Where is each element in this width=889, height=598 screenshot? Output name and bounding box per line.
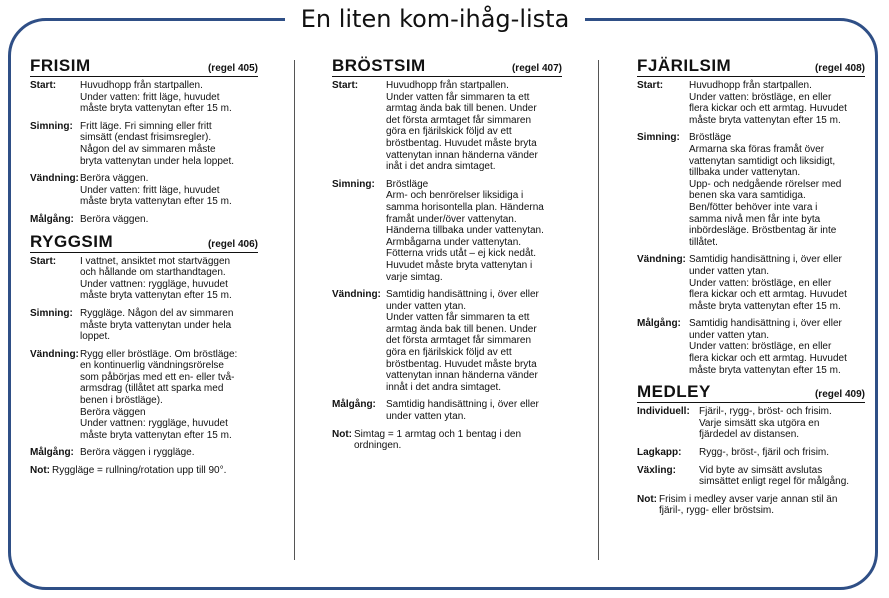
rule-row bbox=[30, 256, 258, 302]
note bbox=[332, 429, 562, 452]
rule-text: Beröra väggen. bbox=[80, 213, 149, 225]
section-fjarilsim bbox=[637, 57, 865, 376]
section-medley bbox=[637, 383, 865, 517]
rule-row bbox=[637, 132, 865, 248]
rule-text: Huvudhopp från startpallen. Under vatten får simmaren ta ett armtag ända bak till benen. Under det första armtaget får simmaren göra en fjärilskick följd av ett bröstbentag. Huvudet måste bryta vattenytan innan händerna vänder inåt i det andra simtaget. bbox=[386, 80, 538, 173]
rule-key: Vändning: bbox=[30, 173, 79, 185]
rule-text: Fjäril-, rygg-, bröst- och frisim. Varje simsätt ska utgöra en fjärdedel av distansen. bbox=[699, 406, 832, 441]
rule-key: Lagkapp: bbox=[637, 447, 682, 459]
rule-row bbox=[30, 214, 258, 226]
rule-key: Vändning: bbox=[30, 348, 79, 360]
section-title: FRISIM bbox=[30, 56, 91, 75]
column-2 bbox=[332, 57, 562, 459]
rule-key: Vändning: bbox=[637, 254, 686, 266]
rule-key: Simning: bbox=[637, 132, 680, 144]
page-title: En liten kom-ihåg-lista bbox=[285, 2, 585, 36]
rule-text: Rygg-, bröst-, fjäril och frisim. bbox=[699, 447, 830, 459]
section-header bbox=[637, 57, 865, 77]
rule-row bbox=[637, 318, 865, 376]
note-key: Not: bbox=[30, 465, 50, 477]
column-1 bbox=[30, 57, 258, 484]
rule-reference: (regel 408) bbox=[814, 63, 865, 74]
rule-row bbox=[637, 465, 865, 488]
column-divider-2 bbox=[598, 60, 599, 560]
rule-key: Simning: bbox=[30, 120, 73, 132]
rule-key: Start: bbox=[30, 80, 57, 91]
note bbox=[30, 465, 258, 477]
section-header bbox=[332, 57, 562, 77]
section-header bbox=[637, 383, 865, 403]
rule-text: Ryggläge. Någon del av simmaren måste bryta vattenytan under hela loppet. bbox=[80, 307, 234, 343]
section-title: BRÖSTSIM bbox=[332, 56, 426, 75]
rule-key: Simning: bbox=[30, 307, 73, 319]
rule-text: Samtidig handisättning i, över eller under vatten ytan. bbox=[386, 399, 539, 423]
rule-row bbox=[30, 121, 258, 167]
rule-text: Samtidig handisättning i, över eller under vatten ytan. Under vatten: bröstläge, en eller flera kickar och ett armtag. Huvudet måste bryta vattenytan efter 15 m. bbox=[689, 318, 847, 376]
rule-row bbox=[332, 179, 562, 283]
note-key: Not: bbox=[637, 493, 657, 505]
rule-row bbox=[30, 447, 258, 459]
column-3 bbox=[637, 57, 865, 524]
rule-row bbox=[30, 308, 258, 343]
rule-text: Bröstläge Arm- och benrörelser liksidiga i samma horisontella plan. Händerna framåt under/över vattenytan. Händerna tillbaka under vattenytan. Armbågarna under vattenytan. Fötterna vrids utåt – ej kick nedåt. Huvudet måste bryta vattenytan i varje simtag. bbox=[386, 178, 544, 283]
note-text: Frisim i medley avser varje annan stil än fjäril-, rygg- eller bröstsim. bbox=[659, 493, 838, 517]
rule-reference: (regel 407) bbox=[511, 63, 562, 74]
rule-reference: (regel 406) bbox=[207, 238, 258, 250]
note-text: Simtag = 1 armtag och 1 bentag i den ordningen. bbox=[354, 428, 522, 452]
rule-text: Huvudhopp från startpallen. Under vatten: fritt läge, huvudet måste bryta vattenytan efter 15 m. bbox=[80, 80, 232, 115]
rule-text: Beröra väggen i ryggläge. bbox=[80, 447, 195, 459]
rule-key: Vändning: bbox=[332, 289, 381, 301]
rule-row bbox=[332, 289, 562, 393]
note bbox=[637, 494, 865, 517]
rule-row bbox=[637, 447, 865, 459]
section-brostsim bbox=[332, 57, 562, 452]
rule-key: Målgång: bbox=[30, 213, 74, 225]
section-frisim bbox=[30, 57, 258, 226]
rule-text: Rygg eller bröstläge. Om bröstläge: en kontinuerlig vändningsrörelse som påbörjas med ett en- eller två- armsdrag (tillåtet att sparka med benen i bröstläge). Beröra väggen Under vattnen: ryggläge, huvudet måste bryta vattenytan efter 15 m. bbox=[80, 348, 238, 441]
rule-key: Start: bbox=[637, 80, 664, 91]
rule-row bbox=[30, 80, 258, 115]
note-key: Not: bbox=[332, 428, 352, 440]
rule-text: Samtidig handisättning i, över eller under vatten ytan. Under vatten: bröstläge, en eller flera kickar och ett armtag. Huvudet måste bryta vattenytan efter 15 m. bbox=[689, 254, 847, 312]
section-header bbox=[30, 233, 258, 253]
note-text: Ryggläge = rullning/rotation upp till 90°. bbox=[52, 465, 227, 477]
rule-row bbox=[30, 173, 258, 208]
rule-text: Samtidig handisättning i, över eller under vatten ytan. Under vatten får simmaren ta ett armtag ända bak till benen. Under det första armtaget får simmaren göra en fjärilskick följd av ett bröstbentag. Huvudet måste bryta vattenytan innan händerna vänder innåt i det andra simtaget. bbox=[386, 289, 539, 393]
rule-reference: (regel 409) bbox=[814, 389, 865, 401]
section-ryggsim bbox=[30, 233, 258, 477]
rule-reference: (regel 405) bbox=[207, 63, 258, 74]
rule-row bbox=[637, 80, 865, 126]
rule-text: Fritt läge. Fri simning eller fritt simsätt (endast frisimsregler). Någon del av simmaren måste bryta vattenytan under hela loppet. bbox=[80, 120, 234, 167]
rule-row bbox=[637, 406, 865, 441]
rule-text: Bröstläge Armarna ska föras framåt över vattenytan samtidigt och liksidigt, tillbaka under vattenytan. Upp- och nedgående rörelser med benen ska vara samtidiga. Ben/fötter behöver inte vara i samma nivå men får inte byta inbördesläge. Bröstbentag är inte tillåtet. bbox=[689, 132, 842, 248]
section-header bbox=[30, 57, 258, 77]
rule-row bbox=[30, 349, 258, 442]
rule-row bbox=[637, 254, 865, 312]
section-title: RYGGSIM bbox=[30, 231, 114, 251]
rule-key: Start: bbox=[332, 80, 359, 91]
rule-row bbox=[332, 399, 562, 422]
rule-text: Beröra väggen. Under vatten: fritt läge, huvudet måste bryta vattenytan efter 15 m. bbox=[80, 173, 232, 208]
rule-key: Målgång: bbox=[637, 318, 681, 330]
rule-row bbox=[332, 80, 562, 173]
rule-key: Växling: bbox=[637, 464, 676, 476]
rule-key: Målgång: bbox=[30, 447, 74, 459]
rule-key: Individuell: bbox=[637, 406, 690, 418]
rule-text: Huvudhopp från startpallen. Under vatten: bröstläge, en eller flera kickar och ett armtag. Huvudet måste bryta vattenytan efter 15 m. bbox=[689, 80, 847, 126]
column-divider-1 bbox=[294, 60, 295, 560]
rule-text: Vid byte av simsätt avslutas simsättet enligt regel för målgång. bbox=[699, 464, 850, 488]
rule-key: Simning: bbox=[332, 178, 375, 190]
section-title: FJÄRILSIM bbox=[637, 56, 732, 75]
rule-key: Målgång: bbox=[332, 399, 376, 411]
rule-key: Start: bbox=[30, 255, 57, 267]
section-title: MEDLEY bbox=[637, 382, 711, 402]
rule-text: I vattnet, ansiktet mot startväggen och hållande om starthandtagen. Under vattnen: ryggläge, huvudet måste bryta vattenytan efter 15 m. bbox=[80, 255, 232, 302]
